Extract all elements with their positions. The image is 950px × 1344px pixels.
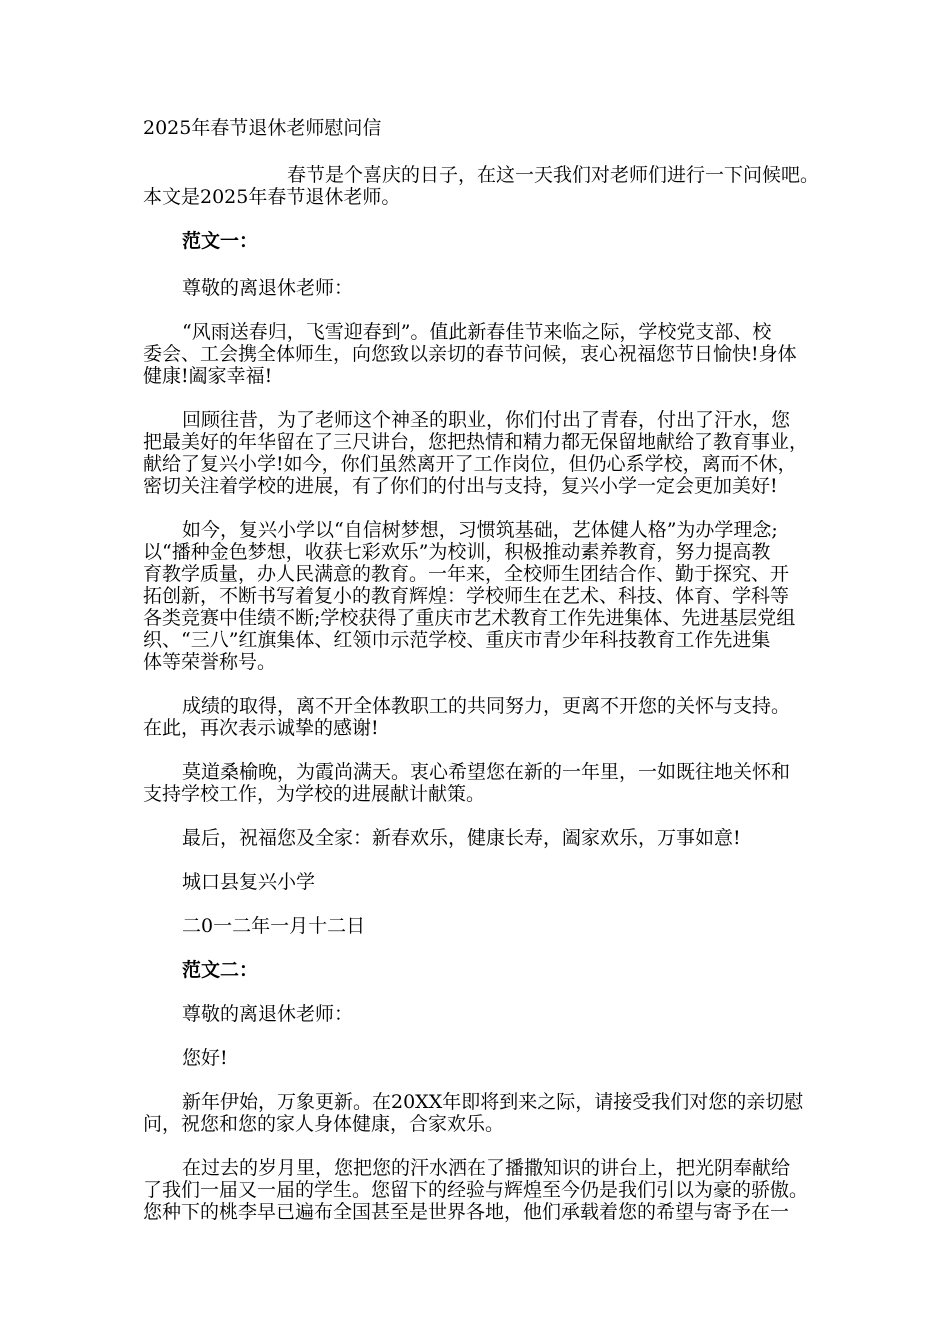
text-line: 问，祝您和您的家人身体健康，合家欢乐。: [143, 1113, 505, 1135]
text-line: 各类竞赛中佳绩不断;学校获得了重庆市艺术教育工作先进集体、先进基层党组: [143, 607, 796, 629]
text-line: 支持学校工作，为学校的进展献计献策。: [143, 783, 486, 805]
text-line: 莫道桑榆晚，为霞尚满天。衷心希望您在新的一年里，一如既往地关怀和: [182, 761, 791, 783]
salutation: 尊敬的离退休老师：: [182, 1003, 354, 1025]
text-line: 您种下的桃李早已遍布全国甚至是世界各地，他们承载着您的希望与寄予在一: [143, 1201, 790, 1223]
text-line: 密切关注着学校的进展，有了你们的付出与支持，复兴小学一定会更加美好!: [143, 475, 778, 497]
text-line: 成绩的取得，离不开全体教职工的共同努力，更离不开您的关怀与支持。: [182, 695, 791, 717]
text-line: 拓创新，不断书写着复小的教育辉煌：学校师生在艺术、科技、体育、学科等: [143, 585, 790, 607]
signature: 城口县复兴小学: [182, 871, 316, 893]
document-title: 2025年春节退休老师慰问信: [143, 117, 382, 139]
text-line: 在过去的岁月里，您把您的汗水洒在了播撒知识的讲台上，把光阴奉献给: [182, 1157, 791, 1179]
text-line: 如今，复兴小学以“自信树梦想，习惯筑基础，艺体健人格”为办学理念;: [182, 519, 778, 541]
sample1-heading: 范文一：: [182, 230, 259, 252]
text-line: 织、“三八”红旗集体、红领巾示范学校、重庆市青少年科技教育工作先进集: [143, 629, 771, 651]
salutation: 尊敬的离退休老师：: [182, 277, 354, 299]
text-line: 委会、工会携全体师生，向您致以亲切的春节问候，衷心祝福您节日愉快!身体: [143, 343, 797, 365]
text-line: 了我们一届又一届的学生。您留下的经验与辉煌至今仍是我们引以为豪的骄傲。: [143, 1179, 809, 1201]
date: 二0一二年一月十二日: [182, 915, 366, 937]
sample2-heading: 范文二：: [182, 959, 259, 981]
greeting: 您好!: [182, 1047, 228, 1069]
text-line: 新年伊始，万象更新。在20XX年即将到来之际，请接受我们对您的亲切慰: [182, 1091, 804, 1113]
text-line: “风雨送春归，飞雪迎春到”。值此新春佳节来临之际，学校党支部、校: [182, 321, 772, 343]
text-line: 献给了复兴小学!如今，你们虽然离开了工作岗位，但仍心系学校，离而不休，: [143, 453, 797, 475]
text-line: 体等荣誉称号。: [143, 651, 277, 673]
closing-wishes: 最后，祝福您及全家：新春欢乐，健康长寿，阖家欢乐，万事如意!: [182, 827, 741, 849]
text-line: 育教学质量，办人民满意的教育。一年来，全校师生团结合作、勤于探究、开: [143, 563, 790, 585]
text-line: 健康!阖家幸福!: [143, 365, 273, 387]
text-line: 把最美好的年华留在了三尺讲台，您把热情和精力都无保留地献给了教育事业，: [143, 431, 809, 453]
intro-line: 本文是2025年春节退休老师。: [143, 186, 401, 208]
text-line: 回顾往昔，为了老师这个神圣的职业，你们付出了青春，付出了汗水，您: [182, 409, 791, 431]
text-line: 在此，再次表示诚挚的感谢!: [143, 717, 379, 739]
intro-line: 春节是个喜庆的日子，在这一天我们对老师们进行一下问候吧。: [287, 164, 820, 186]
text-line: 以“播种金色梦想，收获七彩欢乐”为校训，积极推动素养教育，努力提高教: [143, 541, 771, 563]
